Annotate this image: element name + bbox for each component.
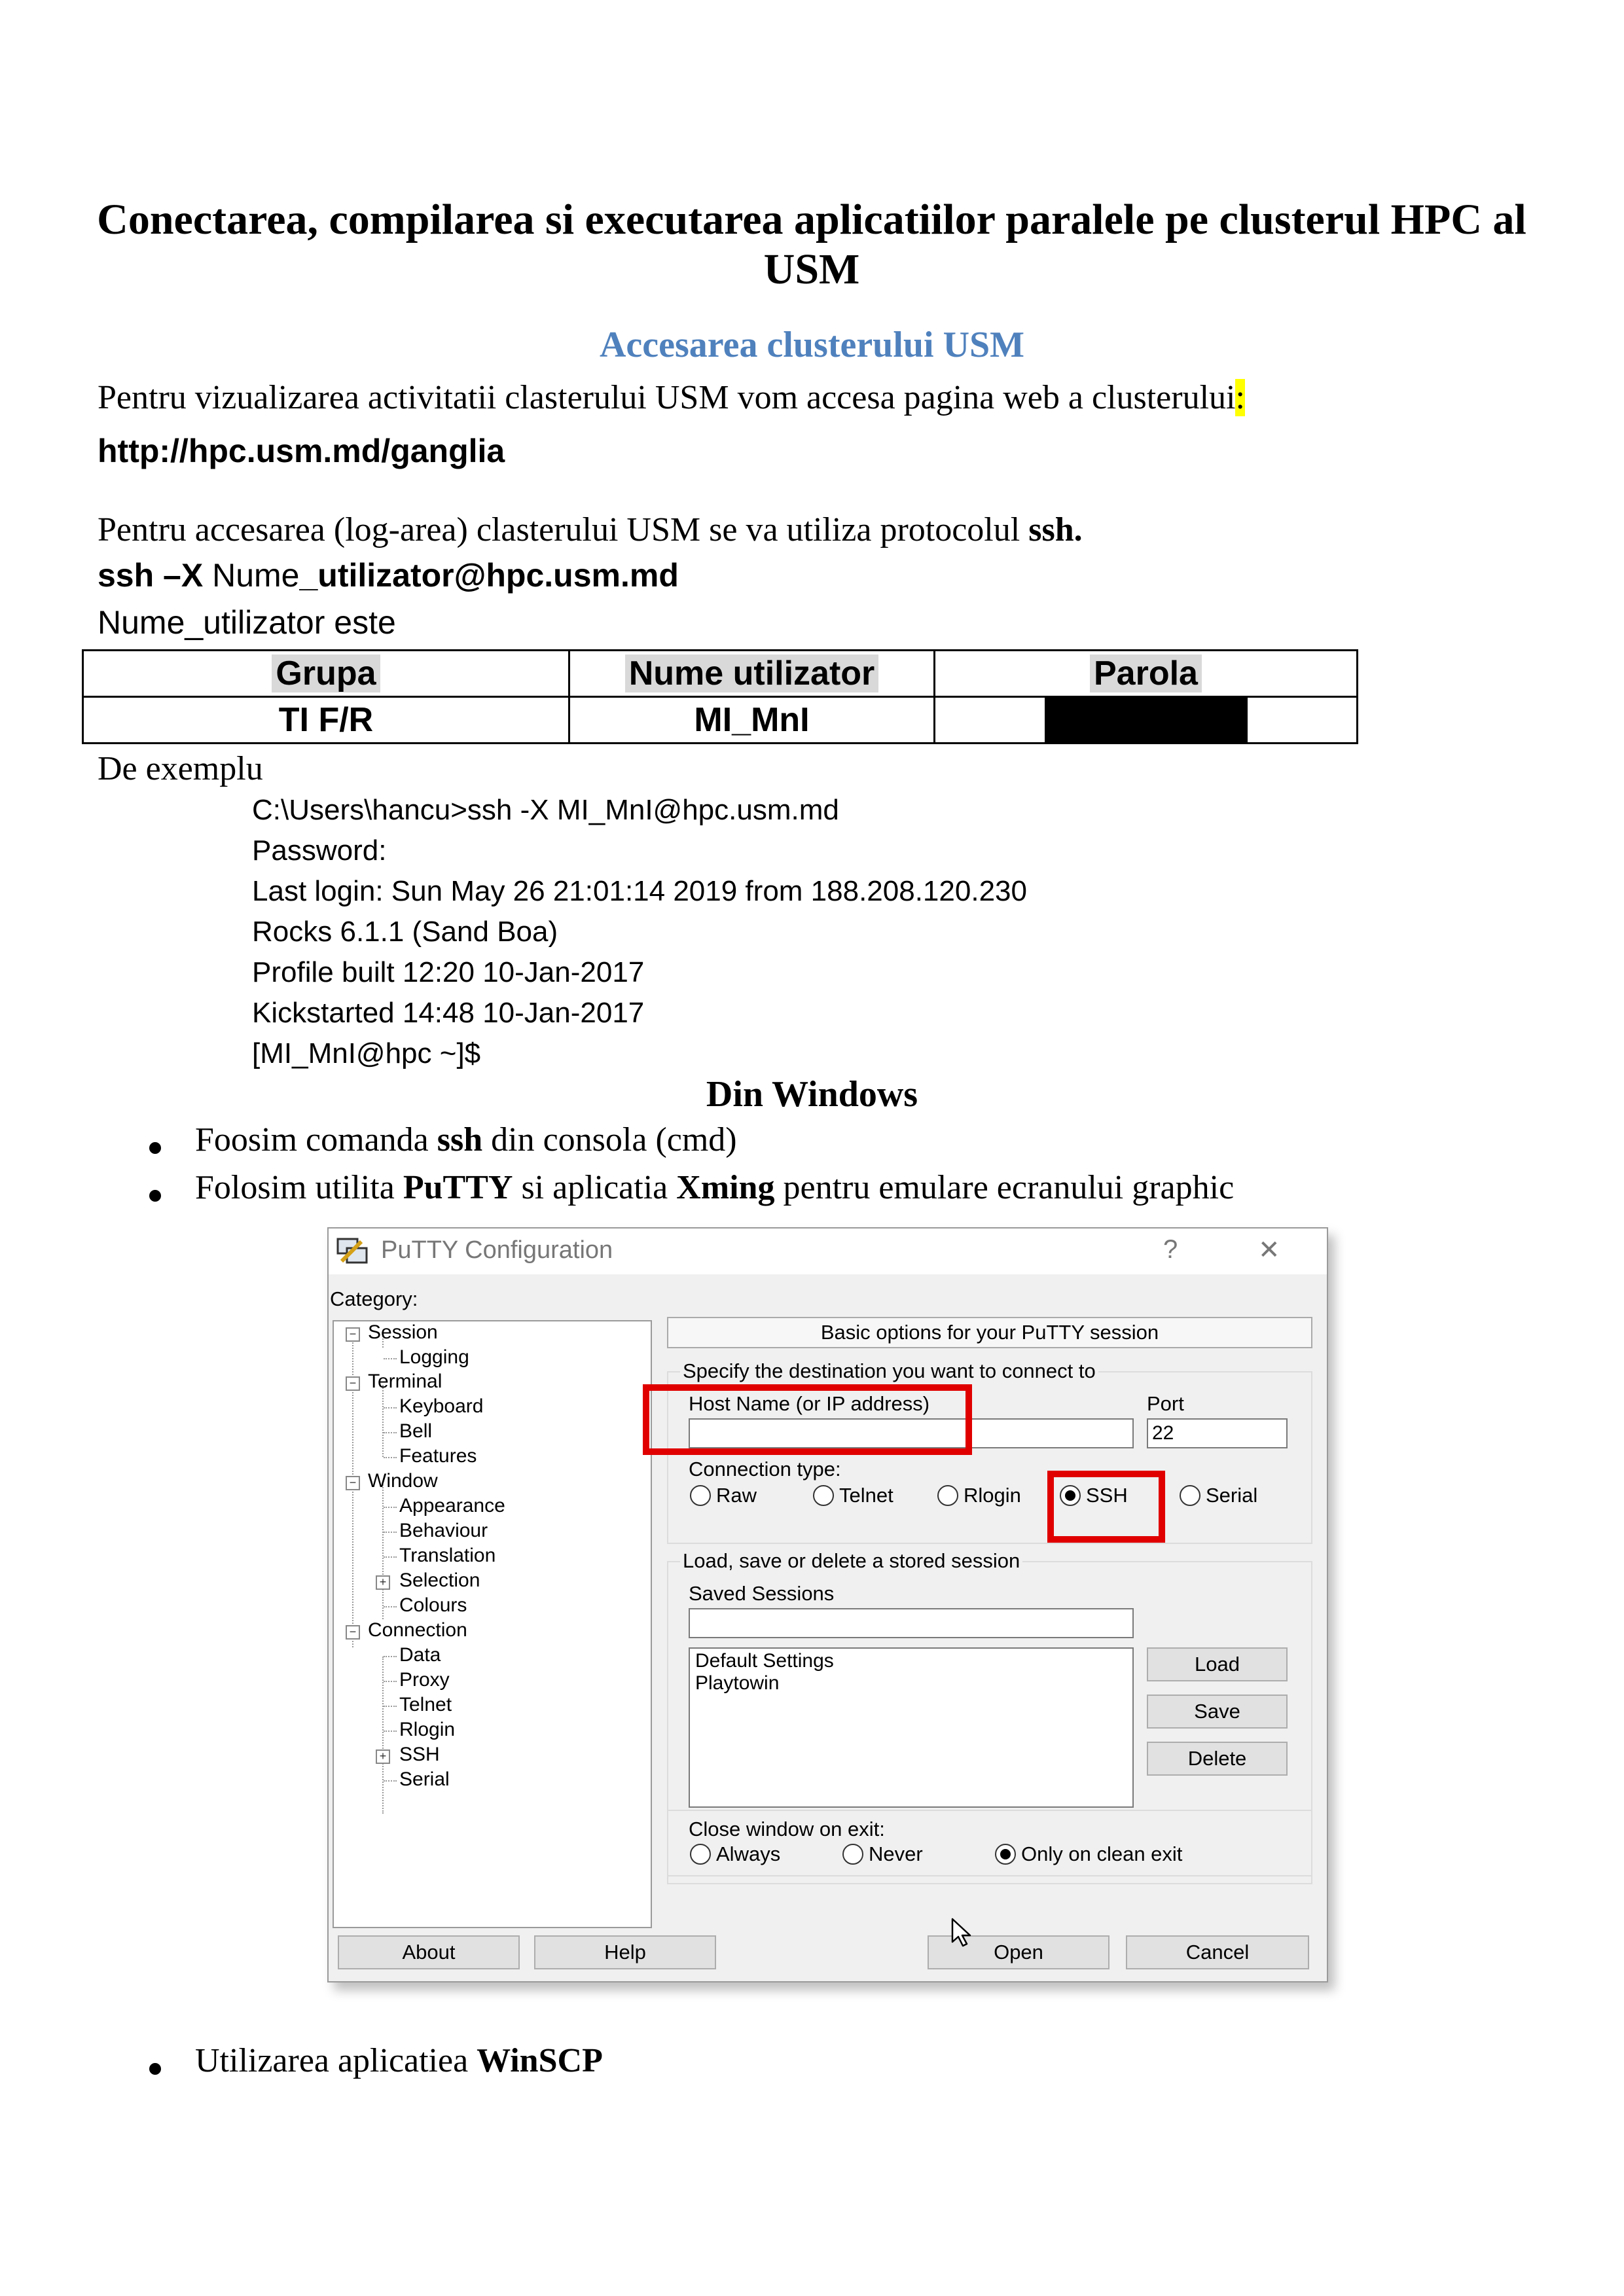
tree-item-terminal[interactable]: Terminal (368, 1371, 442, 1392)
tree-item-keyboard[interactable]: Keyboard (399, 1395, 484, 1417)
section-subtitle: Accesarea clusterului USM (599, 325, 1025, 365)
console-line: C:\Users\hancu>ssh -X MI_MnI@hpc.usm.md (252, 794, 839, 826)
help-icon[interactable]: ? (1163, 1235, 1178, 1264)
radio-clean-exit[interactable] (995, 1844, 1016, 1865)
table-row (83, 697, 1358, 744)
radio-always-label: Always (716, 1842, 781, 1865)
radio-never-label: Never (869, 1842, 923, 1865)
save-button[interactable]: Save (1147, 1695, 1288, 1729)
page-title: Conectarea, compilarea si executarea aplicatiilor paralele pe clusterul HPC al USM (97, 196, 1526, 293)
category-tree (333, 1320, 652, 1928)
connection-type-label: Connection type: (689, 1458, 841, 1480)
radio-rlogin[interactable] (937, 1485, 958, 1506)
sessions-list[interactable] (689, 1647, 1134, 1808)
table-cell: TI F/R (83, 697, 569, 744)
bullet-dot (149, 1142, 161, 1154)
tree-item-data[interactable]: Data (399, 1644, 441, 1666)
bullet-dot (149, 2063, 161, 2075)
redacted-password (1045, 698, 1248, 742)
tree-item-rlogin[interactable]: Rlogin (399, 1719, 456, 1740)
list-item[interactable]: Default Settings (695, 1650, 834, 1672)
mouse-cursor-icon (950, 1917, 974, 1948)
saved-session-input[interactable] (689, 1608, 1134, 1638)
tree-item-behaviour[interactable]: Behaviour (399, 1520, 488, 1541)
putty-titlebar (329, 1229, 1327, 1274)
ssh-command-user: Nume (203, 557, 300, 594)
tree-item-connection[interactable]: Connection (368, 1619, 467, 1641)
radio-never[interactable] (842, 1844, 863, 1865)
tree-item-selection[interactable]: Selection (399, 1570, 480, 1591)
collapse-icon[interactable]: − (346, 1625, 360, 1640)
console-line: [MI_MnI@hpc ~]$ (252, 1037, 481, 1069)
putty-app-icon (335, 1235, 372, 1268)
list-item[interactable]: Playtowin (695, 1672, 780, 1694)
windows-heading: Din Windows (706, 1074, 918, 1115)
highlight-ssh-box (1047, 1471, 1165, 1543)
table-header-cell: Parola (935, 651, 1358, 697)
access-paragraph (98, 511, 1083, 549)
console-line: Profile built 12:20 10-Jan-2017 (252, 956, 645, 988)
destination-label: Specify the destination you want to connect to (680, 1359, 1098, 1383)
close-icon[interactable]: ✕ (1258, 1236, 1280, 1265)
collapse-icon[interactable]: − (346, 1327, 360, 1342)
radio-clean-exit-label: Only on clean exit (1021, 1842, 1183, 1865)
tree-item-window[interactable]: Window (368, 1470, 438, 1492)
tree-item-logging[interactable]: Logging (399, 1346, 469, 1368)
tree-item-translation[interactable]: Translation (399, 1545, 496, 1566)
about-button[interactable]: About (338, 1935, 520, 1969)
close-window-label: Close window on exit: (689, 1818, 885, 1840)
sessions-group-label: Load, save or delete a stored session (680, 1549, 1022, 1573)
example-label: De exemplu (98, 750, 263, 787)
radio-ssh-label: SSH (1086, 1484, 1128, 1507)
radio-rlogin-label: Rlogin (964, 1484, 1021, 1507)
load-button[interactable]: Load (1147, 1647, 1288, 1681)
intro-paragraph (98, 378, 1245, 417)
username-note: Nume_utilizator este (98, 604, 396, 641)
radio-raw[interactable] (690, 1485, 711, 1506)
category-label: Category: (330, 1287, 418, 1310)
ssh-command (98, 556, 679, 594)
radio-raw-label: Raw (716, 1484, 757, 1507)
table-cell-redacted (935, 697, 1358, 744)
user-table (82, 649, 1358, 744)
table-cell: MI_MnI (569, 697, 935, 744)
help-button[interactable]: Help (534, 1935, 716, 1969)
highlighted-colon: : (1235, 379, 1245, 416)
table-header-cell: Nume utilizator (569, 651, 935, 697)
table-header-cell: Grupa (83, 651, 569, 697)
delete-button[interactable]: Delete (1147, 1742, 1288, 1776)
tree-item-bell[interactable]: Bell (399, 1420, 433, 1442)
access-text: Pentru accesarea (log-area) clasterului USM se va utiliza protocolul (98, 511, 1029, 548)
radio-telnet[interactable] (813, 1485, 834, 1506)
bullet-dot (149, 1190, 161, 1202)
table-header-row (83, 651, 1358, 697)
tree-item-session[interactable]: Session (368, 1321, 438, 1343)
collapse-icon[interactable]: − (346, 1376, 360, 1391)
radio-telnet-label: Telnet (839, 1484, 893, 1507)
open-button[interactable]: Open (928, 1935, 1110, 1969)
tree-item-colours[interactable]: Colours (399, 1594, 467, 1616)
tree-item-telnet[interactable]: Telnet (399, 1694, 452, 1715)
tree-item-ssh[interactable]: SSH (399, 1744, 440, 1765)
radio-serial-label: Serial (1206, 1484, 1258, 1507)
ssh-command-prefix: ssh –X (98, 557, 204, 594)
tree-item-proxy[interactable]: Proxy (399, 1669, 450, 1691)
bullet-item: Folosim utilita PuTTY si aplicatia Xming pentru emulare ecranului graphic (195, 1169, 1235, 1206)
console-line: Kickstarted 14:48 10-Jan-2017 (252, 997, 645, 1029)
putty-window (327, 1227, 1328, 1982)
expand-icon[interactable]: + (376, 1749, 390, 1764)
tree-item-features[interactable]: Features (399, 1445, 477, 1467)
console-line: Rocks 6.1.1 (Sand Boa) (252, 916, 558, 948)
radio-serial[interactable] (1180, 1485, 1200, 1506)
port-input[interactable]: 22 (1147, 1418, 1288, 1448)
console-line: Password: (252, 834, 387, 867)
tree-item-appearance[interactable]: Appearance (399, 1495, 505, 1516)
host-label: Host Name (or IP address) (689, 1392, 930, 1415)
tree-item-serial[interactable]: Serial (399, 1768, 450, 1790)
saved-sessions-label: Saved Sessions (689, 1582, 835, 1605)
highlight-host-box (643, 1384, 972, 1455)
expand-icon[interactable]: + (376, 1575, 390, 1590)
port-label: Port (1147, 1392, 1184, 1415)
ssh-protocol: ssh. (1028, 511, 1083, 548)
ganglia-url[interactable]: http://hpc.usm.md/ganglia (98, 433, 505, 469)
bullet-item: Utilizarea aplicatiea WinSCP (195, 2042, 603, 2079)
console-line: Last login: Sun May 26 21:01:14 2019 from 188.208.120.230 (252, 875, 1027, 907)
bullet-item: Foosim comanda ssh din consola (cmd) (195, 1121, 737, 1158)
ssh-command-suffix: _utilizator@hpc.usm.md (299, 557, 679, 594)
cancel-button[interactable]: Cancel (1126, 1935, 1309, 1969)
collapse-icon[interactable]: − (346, 1476, 360, 1490)
panel-title: Basic options for your PuTTY session (667, 1317, 1312, 1348)
radio-always[interactable] (690, 1844, 711, 1865)
putty-title: PuTTY Configuration (381, 1236, 613, 1264)
intro-text: Pentru vizualizarea activitatii clasterului USM vom accesa pagina web a clusterului (98, 379, 1236, 416)
